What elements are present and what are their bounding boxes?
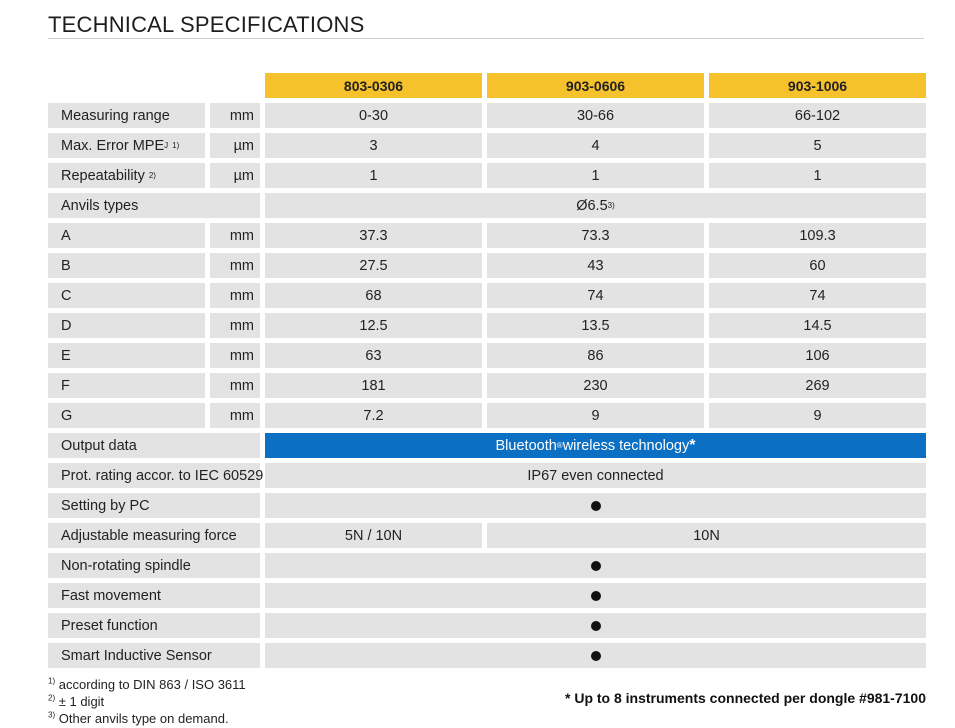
table-cell: 14.5 [709, 313, 926, 338]
footnote-num: 2) [48, 693, 56, 703]
row-unit-repeatability: µm [210, 163, 260, 188]
output-value: Bluetooth ® wireless technology * [265, 433, 926, 458]
table-cell: 13.5 [487, 313, 704, 338]
table-cell: 60 [709, 253, 926, 278]
setting-pc-value [265, 493, 926, 518]
max-error-label: Max. Error MPE [61, 137, 165, 154]
row-label-max-error: Max. Error MPE J 1) [48, 133, 205, 158]
row-label-e: E [48, 343, 205, 368]
footnote-num: 1) [48, 676, 56, 686]
bullet-dot [591, 651, 601, 661]
footnote-text: ± 1 digit [55, 694, 105, 709]
table-cell: 106 [709, 343, 926, 368]
row-label-repeatability: Repeatability 2) [48, 163, 205, 188]
asterisk: * [689, 436, 696, 454]
spec-table [48, 73, 926, 668]
row-label-b: B [48, 253, 205, 278]
row-unit-f: mm [210, 373, 260, 398]
table-cell: 4 [487, 133, 704, 158]
row-unit-measuring-range: mm [210, 103, 260, 128]
footnotes [48, 676, 246, 727]
row-unit-d: mm [210, 313, 260, 338]
row-unit-max-error: µm [210, 133, 260, 158]
table-cell: 9 [487, 403, 704, 428]
table-cell: 63 [265, 343, 482, 368]
table-cell: 66-102 [709, 103, 926, 128]
table-cell: 43 [487, 253, 704, 278]
table-cell: 269 [709, 373, 926, 398]
table-cell: 12.5 [265, 313, 482, 338]
table-cell: 109.3 [709, 223, 926, 248]
header-blank [48, 73, 260, 98]
table-cell: 230 [487, 373, 704, 398]
row-unit-c: mm [210, 283, 260, 308]
preset-value [265, 613, 926, 638]
prot-value: IP67 even connected [265, 463, 926, 488]
row-label-f: F [48, 373, 205, 398]
row-label-setting-pc: Setting by PC [48, 493, 260, 518]
force-value-2: 10N [487, 523, 926, 548]
anvils-value: Ø6.5 3) [265, 193, 926, 218]
table-cell: 181 [265, 373, 482, 398]
footnote-text: Other anvils type on demand. [55, 711, 229, 726]
table-cell: 86 [487, 343, 704, 368]
table-cell: 7.2 [265, 403, 482, 428]
row-unit-b: mm [210, 253, 260, 278]
row-label-d: D [48, 313, 205, 338]
table-cell: 1 [265, 163, 482, 188]
row-label-output: Output data [48, 433, 260, 458]
table-cell: 74 [709, 283, 926, 308]
row-label-smart: Smart Inductive Sensor [48, 643, 260, 668]
table-cell: 37.3 [265, 223, 482, 248]
footnote-text: according to DIN 863 / ISO 3611 [55, 677, 246, 692]
table-cell: 9 [709, 403, 926, 428]
header-model-2: 903-0606 [487, 73, 704, 98]
bullet-dot [591, 591, 601, 601]
footnote-1 [48, 676, 246, 693]
table-cell: 0-30 [265, 103, 482, 128]
dongle-note: * Up to 8 instruments connected per dongle #981-7100 [565, 690, 926, 706]
footnote-num: 3) [48, 710, 56, 720]
page-title: TECHNICAL SPECIFICATIONS [48, 12, 365, 37]
force-value-1: 5N / 10N [265, 523, 482, 548]
header-model-3: 903-1006 [709, 73, 926, 98]
table-cell: 5 [709, 133, 926, 158]
repeatability-label: Repeatability [61, 167, 145, 184]
table-cell: 3 [265, 133, 482, 158]
row-label-preset: Preset function [48, 613, 260, 638]
bluetooth-text: Bluetooth [495, 437, 557, 454]
row-label-non-rotating: Non-rotating spindle [48, 553, 260, 578]
bullet-dot [591, 621, 601, 631]
row-unit-a: mm [210, 223, 260, 248]
bullet-dot [591, 561, 601, 571]
table-cell: 1 [709, 163, 926, 188]
row-label-fast: Fast movement [48, 583, 260, 608]
anvils-value-text: Ø6.5 [576, 197, 608, 214]
row-label-c: C [48, 283, 205, 308]
table-cell: 73.3 [487, 223, 704, 248]
bullet-dot [591, 501, 601, 511]
wireless-text: wireless technology [562, 437, 690, 454]
table-cell: 74 [487, 283, 704, 308]
header-model-1: 803-0306 [265, 73, 482, 98]
row-label-a: A [48, 223, 205, 248]
non-rotating-value [265, 553, 926, 578]
row-label-anvils: Anvils types [48, 193, 260, 218]
footnote-2 [48, 693, 246, 710]
table-cell: 27.5 [265, 253, 482, 278]
footnote-3 [48, 710, 246, 727]
table-cell: 30-66 [487, 103, 704, 128]
title-divider [48, 38, 924, 39]
fast-value [265, 583, 926, 608]
row-label-measuring-range: Measuring range [48, 103, 205, 128]
smart-value [265, 643, 926, 668]
table-cell: 68 [265, 283, 482, 308]
row-label-g: G [48, 403, 205, 428]
row-unit-e: mm [210, 343, 260, 368]
row-label-force: Adjustable measuring force [48, 523, 260, 548]
row-label-prot: Prot. rating accor. to IEC 60529 [48, 463, 260, 488]
row-unit-g: mm [210, 403, 260, 428]
table-cell: 1 [487, 163, 704, 188]
